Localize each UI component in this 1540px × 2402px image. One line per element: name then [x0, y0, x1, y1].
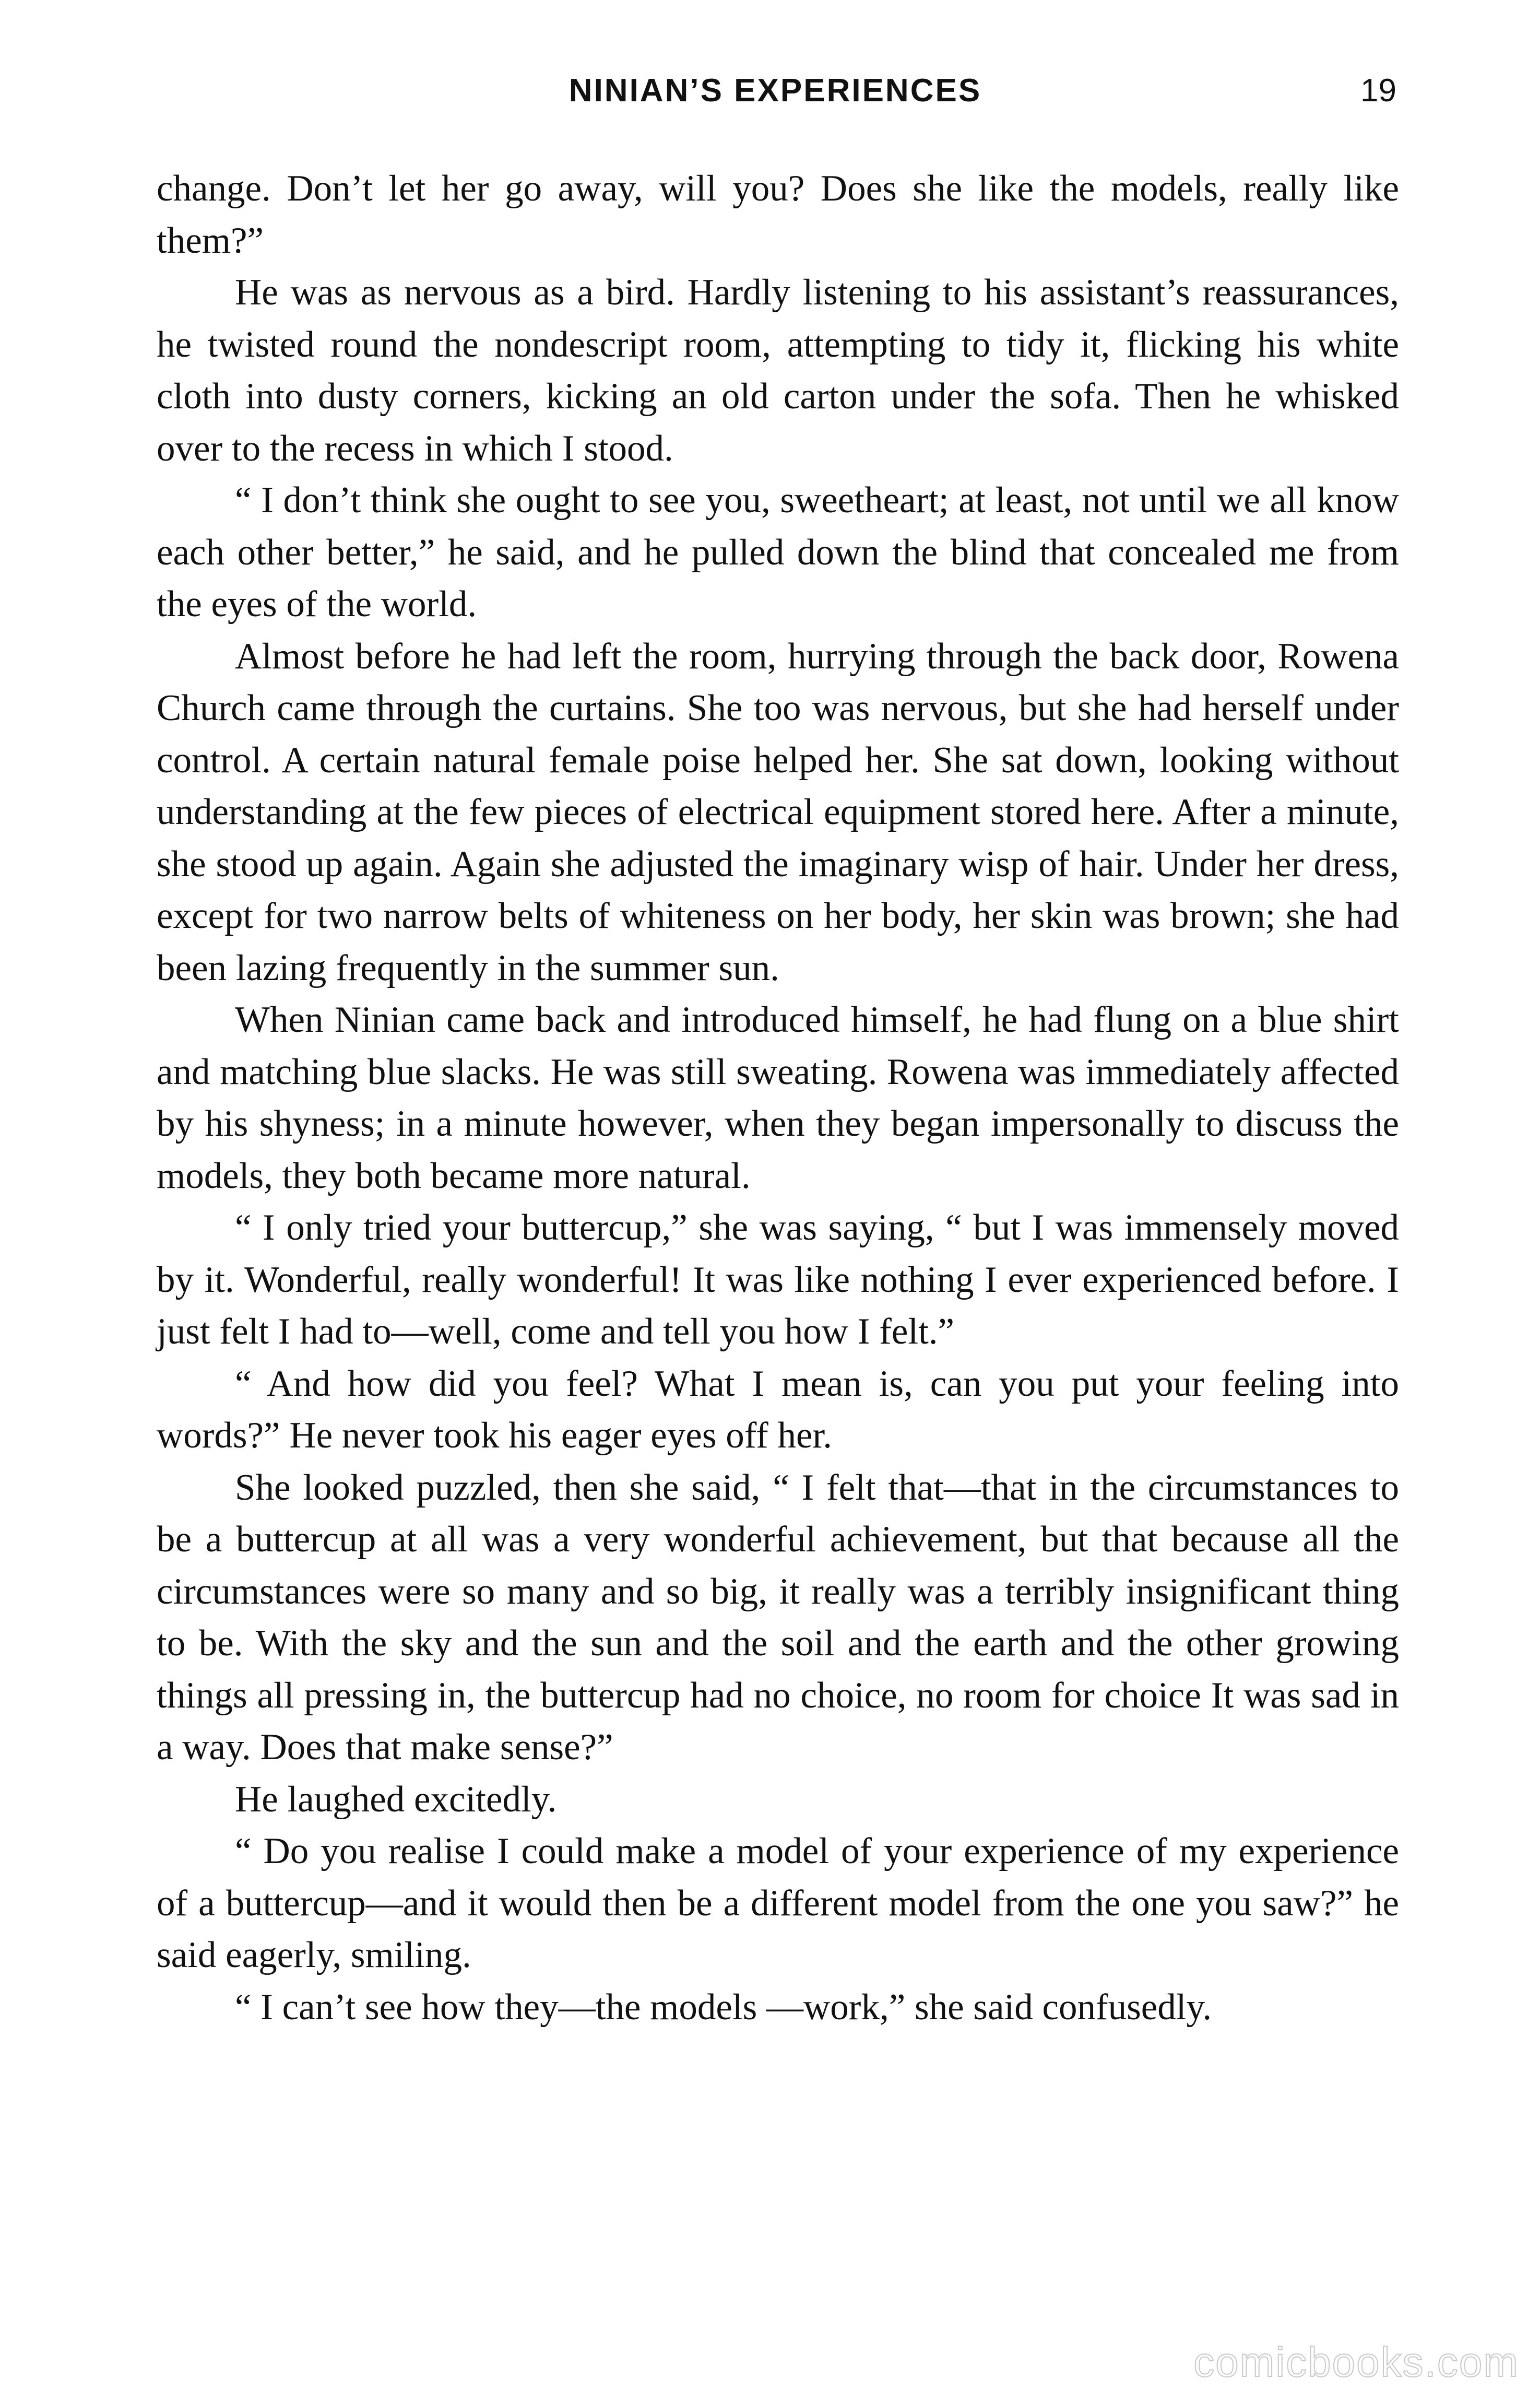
body-text	[157, 163, 1399, 2033]
paragraph: “ Do you realise I could make a model of your experience of my experience of a buttercup—and it would then be a different model from the one you saw?” he said eagerly, smiling.	[157, 1831, 1399, 1975]
paragraph: He was as nervous as a bird. Hardly listening to his assistant’s reassurances, he twisted round the nondescript room, attempting to tidy it, flicking his white cloth into dusty corners, kicking an old carton under the sofa. Then he whisked over to the recess in which I stood.	[157, 272, 1399, 469]
watermark: comicbooks.com	[1193, 2339, 1519, 2385]
paragraph: When Ninian came back and introduced himself, he had flung on a blue shirt and matching blue slacks. He was still sweating. Rowena was immediately affected by his shyness; in a minute however, when they began impersonally to discuss the models, they both became more natural.	[157, 999, 1399, 1196]
paragraph: “ I only tried your buttercup,” she was saying, “ but I was immensely moved by it. Wonderful, really wonderful! It was like nothing I ever experienced before. I just felt I had to—well, come and tell you how I felt.”	[157, 1207, 1399, 1352]
paragraph: “ I don’t think she ought to see you, sweetheart; at least, not until we all know each other better,” he said, and he pulled down the blind that concealed me from the eyes of the world.	[157, 480, 1399, 625]
running-header	[154, 72, 1396, 145]
paragraph: “ I can’t see how they—the models —work,” she said confusedly.	[235, 1986, 1212, 2028]
chapter-title: NINIAN’S EXPERIENCES	[568, 73, 982, 109]
paragraph: She looked puzzled, then she said, “ I felt that—that in the circumstances to be a buttercup at all was a very wonderful achievement, but that because all the circumstances were so many and so big, it really was a terribly insignificant thing to be. With the sky and the sun and the soil and the earth and the other growing things all pressing in, the buttercup had no choice, no room for choice It was sad in a way. Does that make sense?”	[157, 1467, 1399, 1768]
paragraph: He laughed excitedly.	[235, 1779, 557, 1820]
paragraph: change. Don’t let her go away, will you? Does she like the models, really like them?”	[157, 168, 1399, 261]
paragraph: Almost before he had left the room, hurrying through the back door, Rowena Church came through the curtains. She too was nervous, but she had herself under control. A certain natural female poise helped her. She sat down, looking without understanding at the few pieces of electrical equipment stored here. After a minute, she stood up again. Again she adjusted the imaginary wisp of hair. Under her dress, except for two narrow belts of whiteness on her body, her skin was brown; she had been lazing frequently in the summer sun.	[157, 635, 1399, 988]
page-number: 19	[1360, 73, 1396, 109]
paragraph: “ And how did you feel? What I mean is, can you put your feeling into words?” He never took his eager eyes off her.	[157, 1363, 1399, 1456]
